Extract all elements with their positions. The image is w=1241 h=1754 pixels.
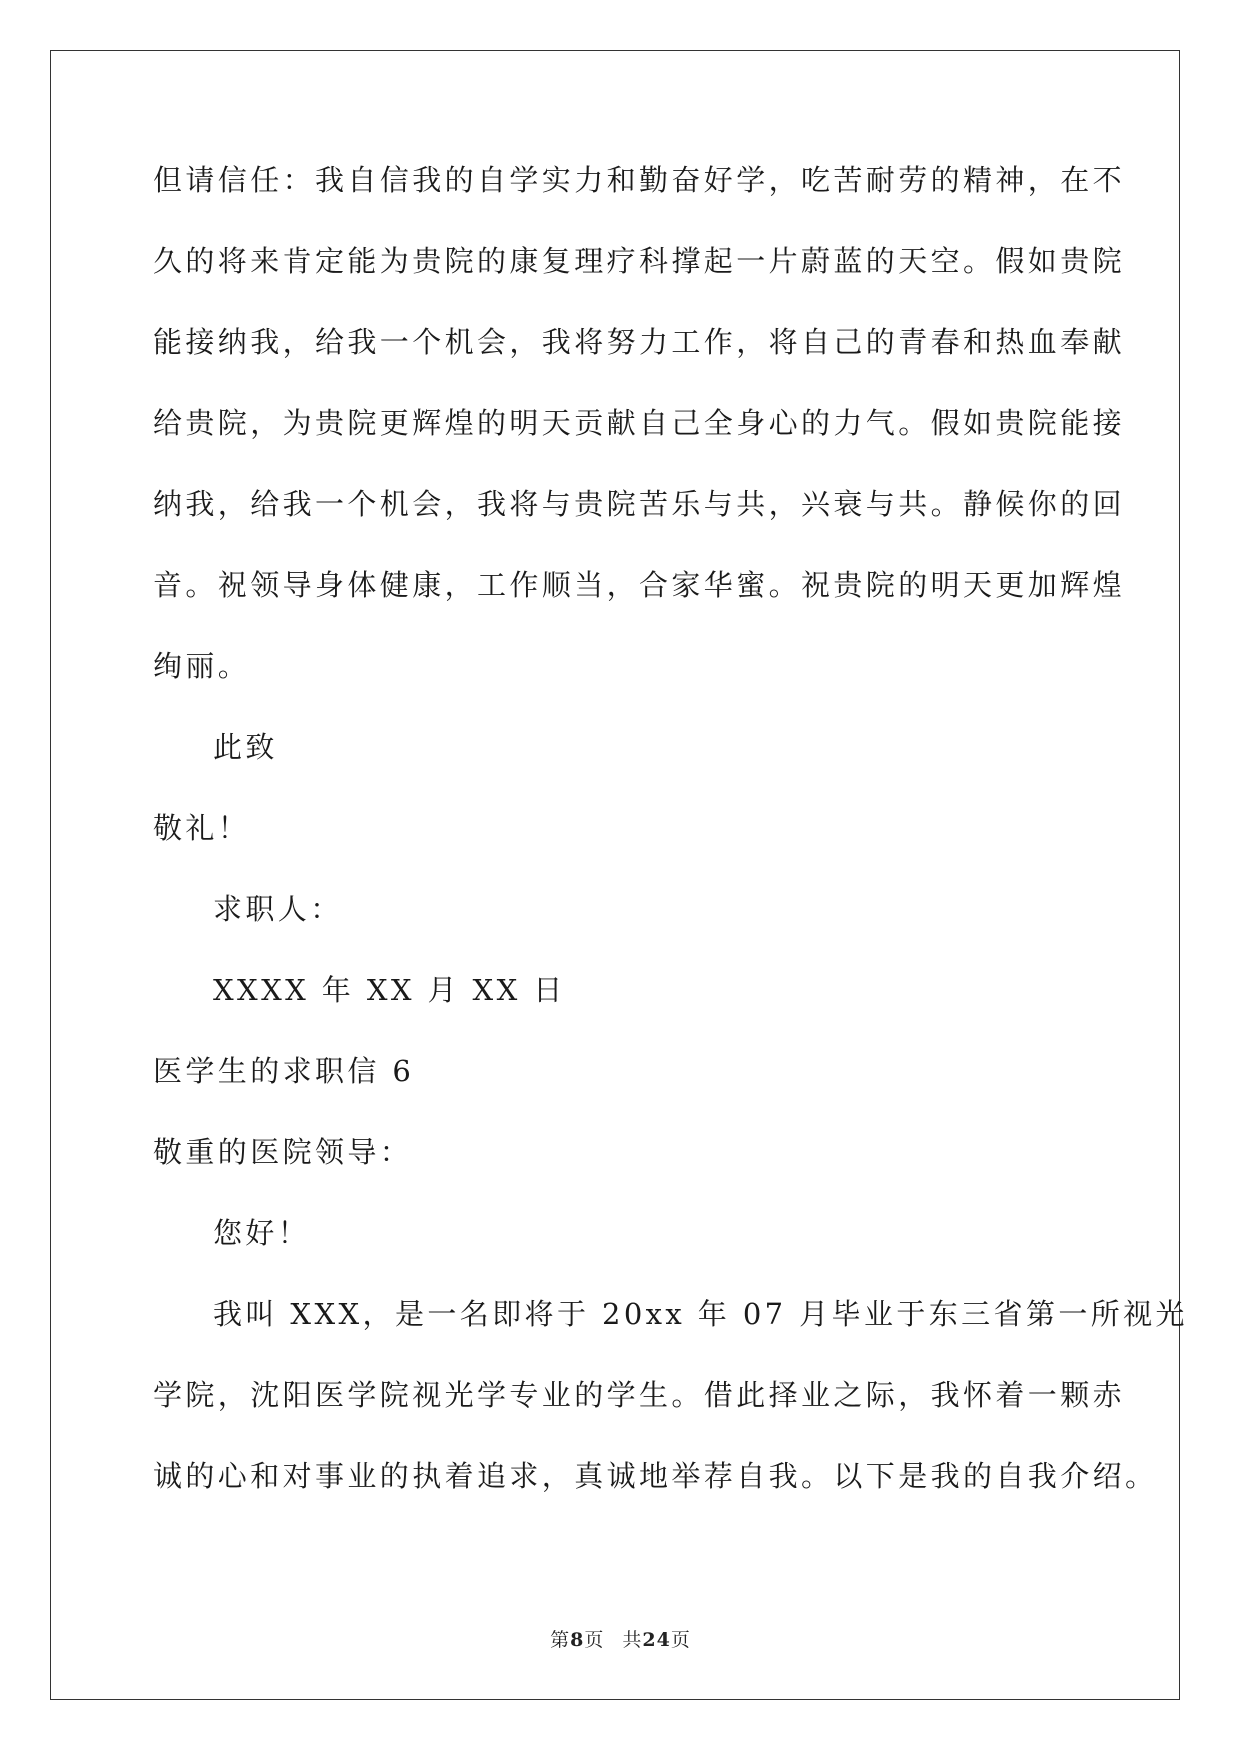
signature-label: 求职人： bbox=[213, 892, 343, 926]
page-suffix: 页 bbox=[584, 1629, 605, 1651]
page-prefix: 第 bbox=[550, 1629, 571, 1651]
closing-text: 此致 bbox=[213, 730, 278, 764]
paragraph-line: 但请信任：我自信我的自学实力和勤奋好学，吃苦耐劳的精神，在不 bbox=[153, 163, 1126, 197]
paragraph-line: 能接纳我，给我一个机会，我将努力工作，将自己的青春和热血奉献 bbox=[153, 325, 1126, 359]
salute-text: 敬礼！ bbox=[153, 811, 251, 845]
greeting-hello: 您好！ bbox=[213, 1216, 311, 1250]
page-number: 8 bbox=[570, 1629, 585, 1651]
paragraph-line: 音。祝领导身体健康，工作顺当，合家华蜜。祝贵院的明天更加辉煌 bbox=[153, 568, 1126, 602]
total-suffix: 页 bbox=[670, 1629, 691, 1651]
paragraph-line: 给贵院，为贵院更辉煌的明天贡献自己全身心的力气。假如贵院能接 bbox=[153, 406, 1126, 440]
paragraph-line: 久的将来肯定能为贵院的康复理疗科撑起一片蔚蓝的天空。假如贵院 bbox=[153, 244, 1126, 278]
total-prefix: 共 bbox=[622, 1629, 643, 1651]
section-title: 医学生的求职信 6 bbox=[153, 1054, 415, 1088]
intro-line: 我叫 XXX，是一名即将于 20xx 年 07 月毕业于东三省第一所视光 bbox=[213, 1297, 1188, 1331]
page-footer bbox=[0, 1625, 1241, 1652]
paragraph-line: 绚丽。 bbox=[153, 649, 251, 683]
total-pages: 24 bbox=[642, 1629, 671, 1651]
greeting-recipient: 敬重的医院领导： bbox=[153, 1135, 413, 1169]
document-body bbox=[153, 160, 1188, 1537]
intro-line: 诚的心和对事业的执着追求，真诚地举荐自我。以下是我的自我介绍。 bbox=[153, 1459, 1158, 1493]
paragraph-line: 纳我，给我一个机会，我将与贵院苦乐与共，兴衰与共。静候你的回 bbox=[153, 487, 1126, 521]
intro-line: 学院，沈阳医学院视光学专业的学生。借此择业之际，我怀着一颗赤 bbox=[153, 1378, 1126, 1412]
date-text: XXXX 年 XX 月 XX 日 bbox=[213, 973, 566, 1007]
